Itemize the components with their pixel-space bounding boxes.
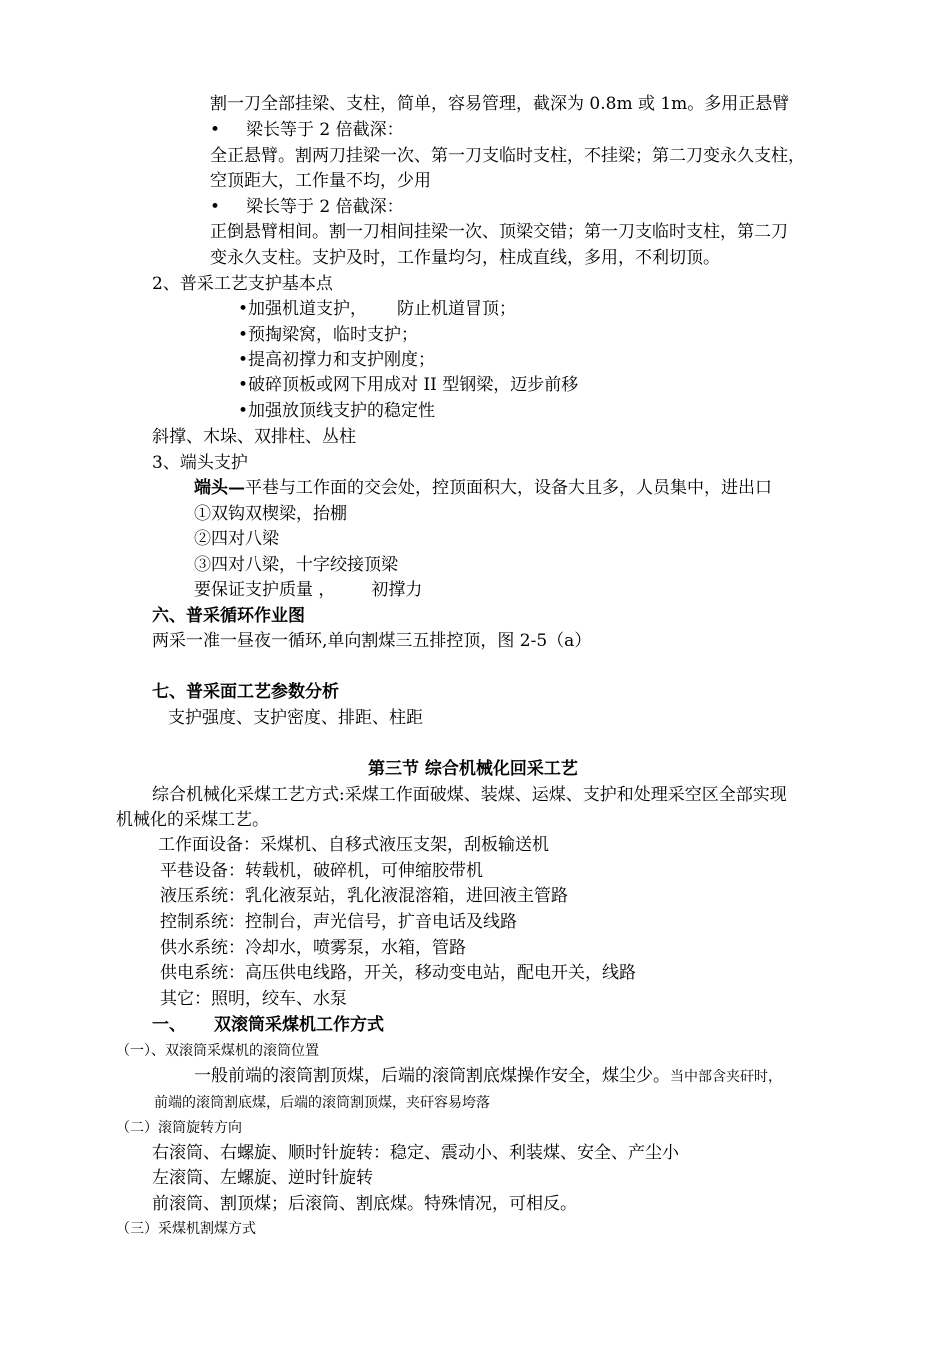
page-title: 第三节 综合机械化回采工艺 bbox=[368, 759, 578, 779]
text-line: 割一刀全部挂梁、支柱，简单，容易管理，截深为 0.8m 或 1m。多用正悬臂 bbox=[210, 94, 790, 114]
text-main: 一般前端的滚筒割顶煤，后端的滚筒割底煤操作安全，煤尘少。 bbox=[194, 1066, 670, 1086]
section-heading: 六、普采循环作业图 bbox=[152, 606, 305, 626]
subsection-heading: （三）采煤机割煤方式 bbox=[116, 1221, 256, 1237]
term-bold: 端头— bbox=[194, 478, 245, 498]
text-line: 两采一准一昼夜一循环,单向割煤三五排控顶，图 2-5（a） bbox=[152, 631, 592, 651]
note-b: 初撑力 bbox=[371, 580, 423, 600]
list-item: ③四对八梁，十字绞接顶梁 bbox=[194, 555, 398, 575]
text-line: 支护强度、支护密度、排距、柱距 bbox=[168, 708, 423, 728]
text-line: 综合机械化采煤工艺方式:采煤工作面破煤、装煤、运煤、支护和处理采空区全部实现 bbox=[152, 785, 787, 805]
list-item: 前滚筒、割顶煤；后滚筒、割底煤。特殊情况，可相反。 bbox=[152, 1194, 577, 1214]
subsection-heading: （一）、双滚筒采煤机的滚筒位置 bbox=[116, 1043, 319, 1059]
section-heading: 七、普采面工艺参数分析 bbox=[152, 682, 339, 702]
text-line: 斜撑、木垛、双排柱、丛柱 bbox=[152, 427, 356, 447]
list-item: 供电系统：高压供电线路，开关，移动变电站，配电开关，线路 bbox=[160, 963, 636, 983]
heading-text: 双滚筒采煤机工作方式 bbox=[214, 1015, 384, 1035]
list-item: 平巷设备：转载机，破碎机，可伸缩胶带机 bbox=[160, 861, 483, 881]
text-line: 全正悬臂。割两刀挂梁一次、第一刀支临时支柱，不挂梁；第二刀变永久支柱， bbox=[210, 146, 805, 166]
note-a: 要保证支护质量 ， bbox=[194, 580, 336, 600]
bullet-icon: • bbox=[210, 197, 221, 217]
list-item bbox=[238, 301, 516, 318]
subsection-heading: （二）滚筒旋转方向 bbox=[116, 1120, 242, 1136]
text-line: 变永久支柱。支护及时，工作量均匀，柱成直线，多用，不利切顶。 bbox=[210, 248, 720, 268]
list-item: •提高初撑力和支护刚度； bbox=[238, 350, 436, 370]
list-item: 工作面设备：采煤机、自移式液压支架，刮板输送机 bbox=[158, 835, 549, 855]
text-line: 前端的滚筒割底煤，后端的滚筒割顶煤，夹矸容易垮落 bbox=[154, 1095, 490, 1111]
text-small: 当中部含夹矸时， bbox=[670, 1069, 782, 1085]
list-item: ①双钩双楔梁，抬棚 bbox=[194, 504, 347, 524]
text-line: 正倒悬臂相间。割一刀相间挂梁一次、顶梁交错；第一刀支临时支柱，第二刀 bbox=[210, 222, 788, 242]
bullet-icon: • bbox=[210, 120, 221, 140]
list-item: 供水系统：冷却水，喷雾泵，水箱，管路 bbox=[160, 938, 466, 958]
section-heading bbox=[152, 1017, 384, 1034]
text-line: 空顶距大，工作量不均，少用 bbox=[210, 171, 431, 191]
list-item: •加强放顶线支护的稳定性 bbox=[238, 401, 436, 421]
list-item: 左滚筒、左螺旋、逆时针旋转 bbox=[152, 1168, 373, 1188]
list-item: •破碎顶板或网下用成对 II 型钢梁，迈步前移 bbox=[238, 375, 579, 395]
list-item-text: •加强机道支护， bbox=[238, 299, 368, 319]
section-heading: 2、普采工艺支护基本点 bbox=[152, 274, 333, 294]
term-desc: 平巷与工作面的交会处，控顶面积大，设备大且多，人员集中，进出口 bbox=[245, 478, 772, 498]
bullet-line bbox=[210, 199, 404, 216]
bullet-text: 梁长等于 2 倍截深： bbox=[246, 197, 404, 217]
list-item: ②四对八梁 bbox=[194, 529, 279, 549]
text-line bbox=[194, 480, 772, 497]
heading-number: 一、 bbox=[152, 1015, 186, 1035]
list-item: 控制系统：控制台，声光信号，扩音电话及线路 bbox=[160, 912, 517, 932]
section-heading: 3、端头支护 bbox=[152, 453, 248, 473]
list-item: 右滚筒、右螺旋、顺时针旋转：稳定、震动小、利装煤、安全、产尘小 bbox=[152, 1143, 679, 1163]
bullet-text: 梁长等于 2 倍截深： bbox=[246, 120, 404, 140]
list-item: •预掏梁窝，临时支护； bbox=[238, 325, 419, 345]
list-item-extra: 防止机道冒顶； bbox=[397, 299, 517, 319]
text-line bbox=[194, 582, 422, 599]
bullet-line bbox=[210, 122, 404, 139]
list-item: 其它：照明，绞车、水泵 bbox=[160, 989, 347, 1009]
text-line bbox=[194, 1068, 782, 1085]
text-line: 机械化的采煤工艺。 bbox=[116, 810, 269, 830]
list-item: 液压系统：乳化液泵站，乳化液混溶箱，进回液主管路 bbox=[160, 886, 568, 906]
